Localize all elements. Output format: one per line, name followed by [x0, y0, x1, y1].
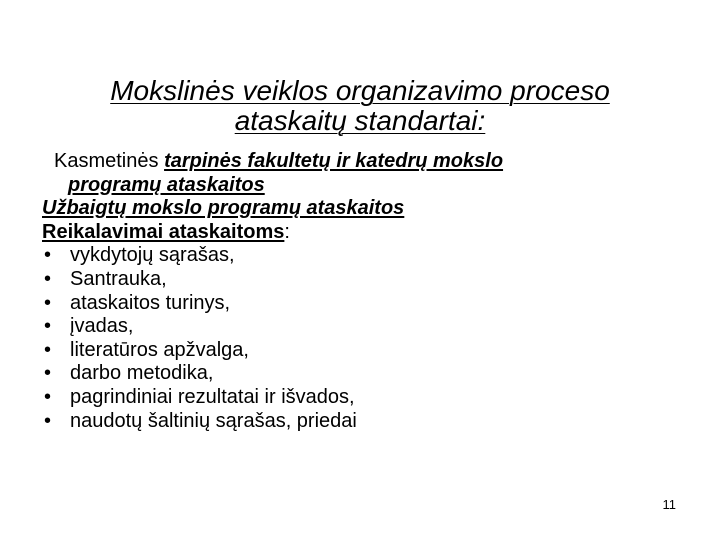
requirements-heading: Reikalavimai ataskaitoms — [42, 220, 285, 243]
program-reports-text: programų ataskaitos — [68, 173, 265, 196]
page-number: 11 — [662, 497, 676, 512]
list-item-text: naudotų šaltinių sąrašas, priedai — [70, 409, 357, 432]
list-item-text: pagrindiniai rezultatai ir išvados, — [70, 385, 355, 408]
completed-reports-line — [42, 197, 682, 221]
list-item-text: darbo metodika, — [70, 362, 214, 385]
requirements-line — [42, 221, 682, 245]
list-item — [42, 268, 682, 292]
list-item-text: vykdytojų sąrašas, — [70, 244, 235, 267]
completed-reports-text: Užbaigtų mokslo programų ataskaitos — [42, 197, 405, 220]
bullet-icon: • — [44, 362, 52, 385]
slide-body — [42, 150, 682, 433]
list-item-text: Santrauka, — [70, 267, 167, 290]
interim-reports-text: tarpinės fakultetų ir katedrų mokslo — [164, 150, 504, 172]
list-item — [42, 339, 682, 363]
bullet-icon: • — [44, 315, 52, 338]
list-item-text: literatūros apžvalga, — [70, 338, 249, 361]
bullet-icon: • — [44, 267, 52, 290]
list-item — [42, 315, 682, 339]
bullet-icon: • — [44, 244, 52, 267]
requirements-colon: : — [284, 220, 290, 243]
annual-reports-continuation — [42, 174, 682, 198]
list-item — [42, 362, 682, 386]
title-line-2: ataskaitų standartai: — [234, 105, 486, 136]
list-item-text: ataskaitos turinys, — [70, 291, 231, 314]
requirements-list — [42, 244, 682, 433]
list-item — [42, 386, 682, 410]
bullet-icon: • — [44, 385, 52, 408]
list-item-text: įvadas, — [70, 315, 134, 338]
slide-title — [40, 76, 680, 136]
title-line-1: Mokslinės veiklos organizavimo proceso — [110, 75, 610, 106]
list-item — [42, 244, 682, 268]
list-item — [42, 410, 682, 434]
bullet-icon: • — [44, 409, 52, 432]
bullet-icon: • — [44, 338, 52, 361]
bullet-icon: • — [44, 291, 52, 314]
list-item — [42, 292, 682, 316]
annual-prefix: Kasmetinės — [54, 150, 165, 172]
annual-reports-line — [42, 150, 682, 174]
